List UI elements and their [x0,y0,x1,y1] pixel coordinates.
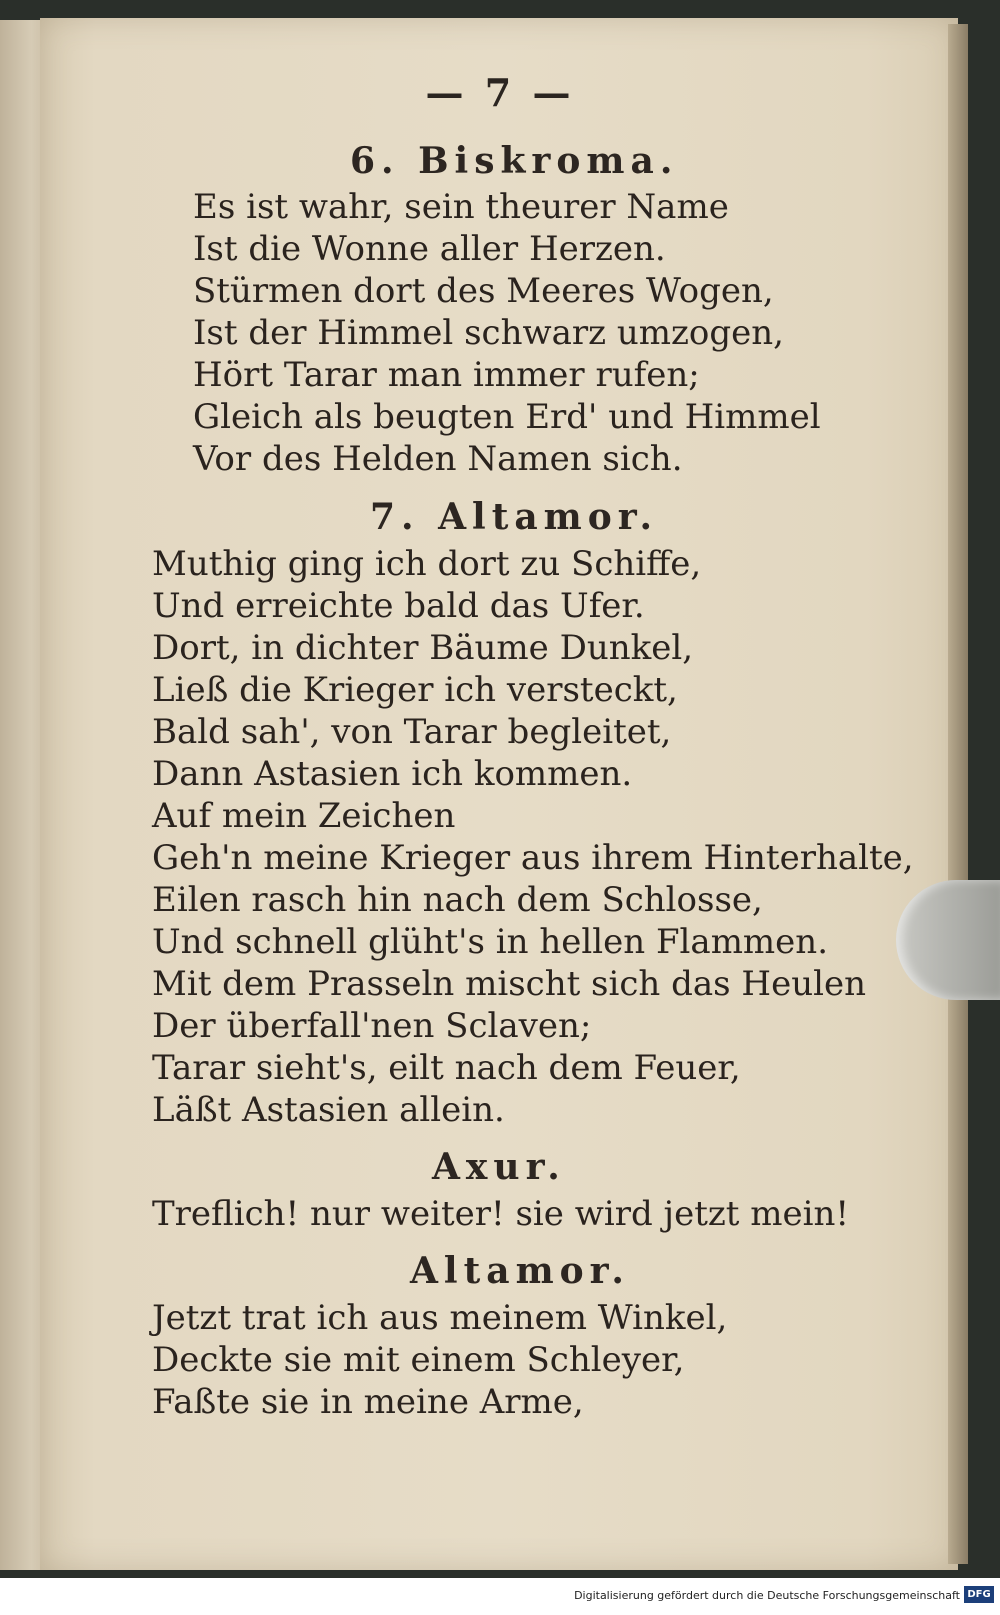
footer-credit: Digitalisierung gefördert durch die Deutsche Forschungsgemeinschaft [574,1589,960,1602]
verse-line: Deckte sie mit einem Schleyer, [152,1340,685,1380]
dfg-logo: DFG [964,1586,994,1603]
verse-line: Auf mein Zeichen [152,796,456,836]
verse-line: Läßt Astasien allein. [152,1090,505,1130]
page-number: — 7 — [425,70,575,115]
verse-line: Treflich! nur weiter! sie wird jetzt mein! [152,1194,850,1234]
speaker-heading-altamor: Altamor. [410,1250,630,1292]
speaker-heading-biskroma: 6. Biskroma. [350,140,679,182]
verse-line: Vor des Helden Namen sich. [193,439,683,479]
verse-line: Eilen rasch hin nach dem Schlosse, [152,880,763,920]
verse-line: Jetzt trat ich aus meinem Winkel, [152,1298,728,1338]
verse-line: Stürmen dort des Meeres Wogen, [193,271,774,311]
verse-line: Tarar sieht's, eilt nach dem Feuer, [152,1048,741,1088]
speaker-heading-altamor: 7. Altamor. [370,496,658,538]
verse-line: Der überfall'nen Sclaven; [152,1006,592,1046]
verse-line: Ist die Wonne aller Herzen. [193,229,666,269]
verse-line: Geh'n meine Krieger aus ihrem Hinterhalte, [152,838,914,878]
right-page-edge [948,24,968,1564]
verse-line: Und schnell glüht's in hellen Flammen. [152,922,828,962]
verse-line: Dort, in dichter Bäume Dunkel, [152,628,694,668]
verse-line: Dann Astasien ich kommen. [152,754,633,794]
verse-line: Mit dem Prasseln mischt sich das Heulen [152,964,866,1004]
verse-line: Muthig ging ich dort zu Schiffe, [152,544,702,584]
verse-line: Und erreichte bald das Ufer. [152,586,645,626]
verse-line: Es ist wahr, sein theurer Name [193,187,729,227]
verse-line: Hört Tarar man immer rufen; [193,355,700,395]
footer-bar [0,1578,1000,1615]
verse-line: Ließ die Krieger ich versteckt, [152,670,678,710]
verse-line: Bald sah', von Tarar begleitet, [152,712,672,752]
verse-line: Faßte sie in meine Arme, [152,1382,584,1422]
verse-line: Gleich als beugten Erd' und Himmel [193,397,821,437]
speaker-heading-axur: Axur. [432,1146,566,1188]
verse-line: Ist der Himmel schwarz umzogen, [193,313,784,353]
